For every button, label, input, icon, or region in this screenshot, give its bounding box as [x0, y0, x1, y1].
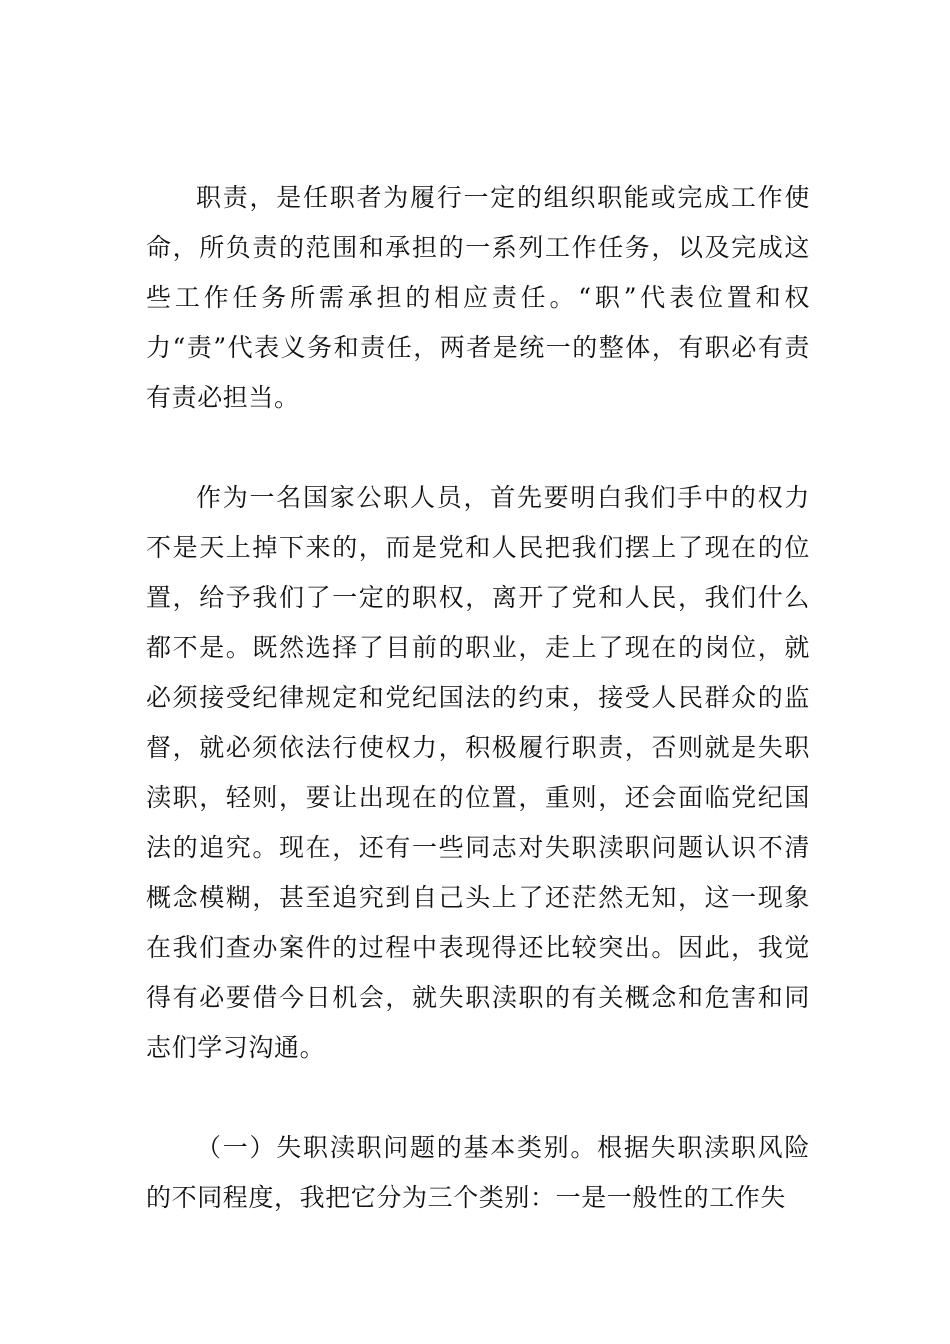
paragraph-duties-definition: 职责，是任职者为履行一定的组织职能或完成工作使命，所负责的范围和承担的一系列工作任务，以及完成这些工作任务所需承担的相应责任。“职”代表位置和权力“责”代表义务和责任，两者是统一的整体，有职必有责有责必担当。	[146, 183, 810, 412]
paragraph-dereliction-categories: （一）失职渎职问题的基本类别。根据失职渎职风险的不同程度，我把它分为三个类别：一是一般性的工作失	[146, 1133, 810, 1212]
paragraph-public-servant-responsibility: 作为一名国家公职人员，首先要明白我们手中的权力不是天上掉下来的，而是党和人民把我们摆上了现在的位置，给予我们了一定的职权，离开了党和人民，我们什么都不是。既然选择了目前的职业，走上了现在的岗位，就必须接受纪律规定和党纪国法的约束，接受人民群众的监督，就必须依法行使权力，积极履行职责，否则就是失职渎职，轻则，要让出现在的位置，重则，还会面临党纪国法的追究。现在，还有一些同志对失职渎职问题认识不清概念模糊，甚至追究到自己头上了还茫然无知，这一现象在我们查办案件的过程中表现得还比较突出。因此，我觉得有必要借今日机会，就失职渎职的有关概念和危害和同志们学习沟通。	[146, 483, 810, 1062]
